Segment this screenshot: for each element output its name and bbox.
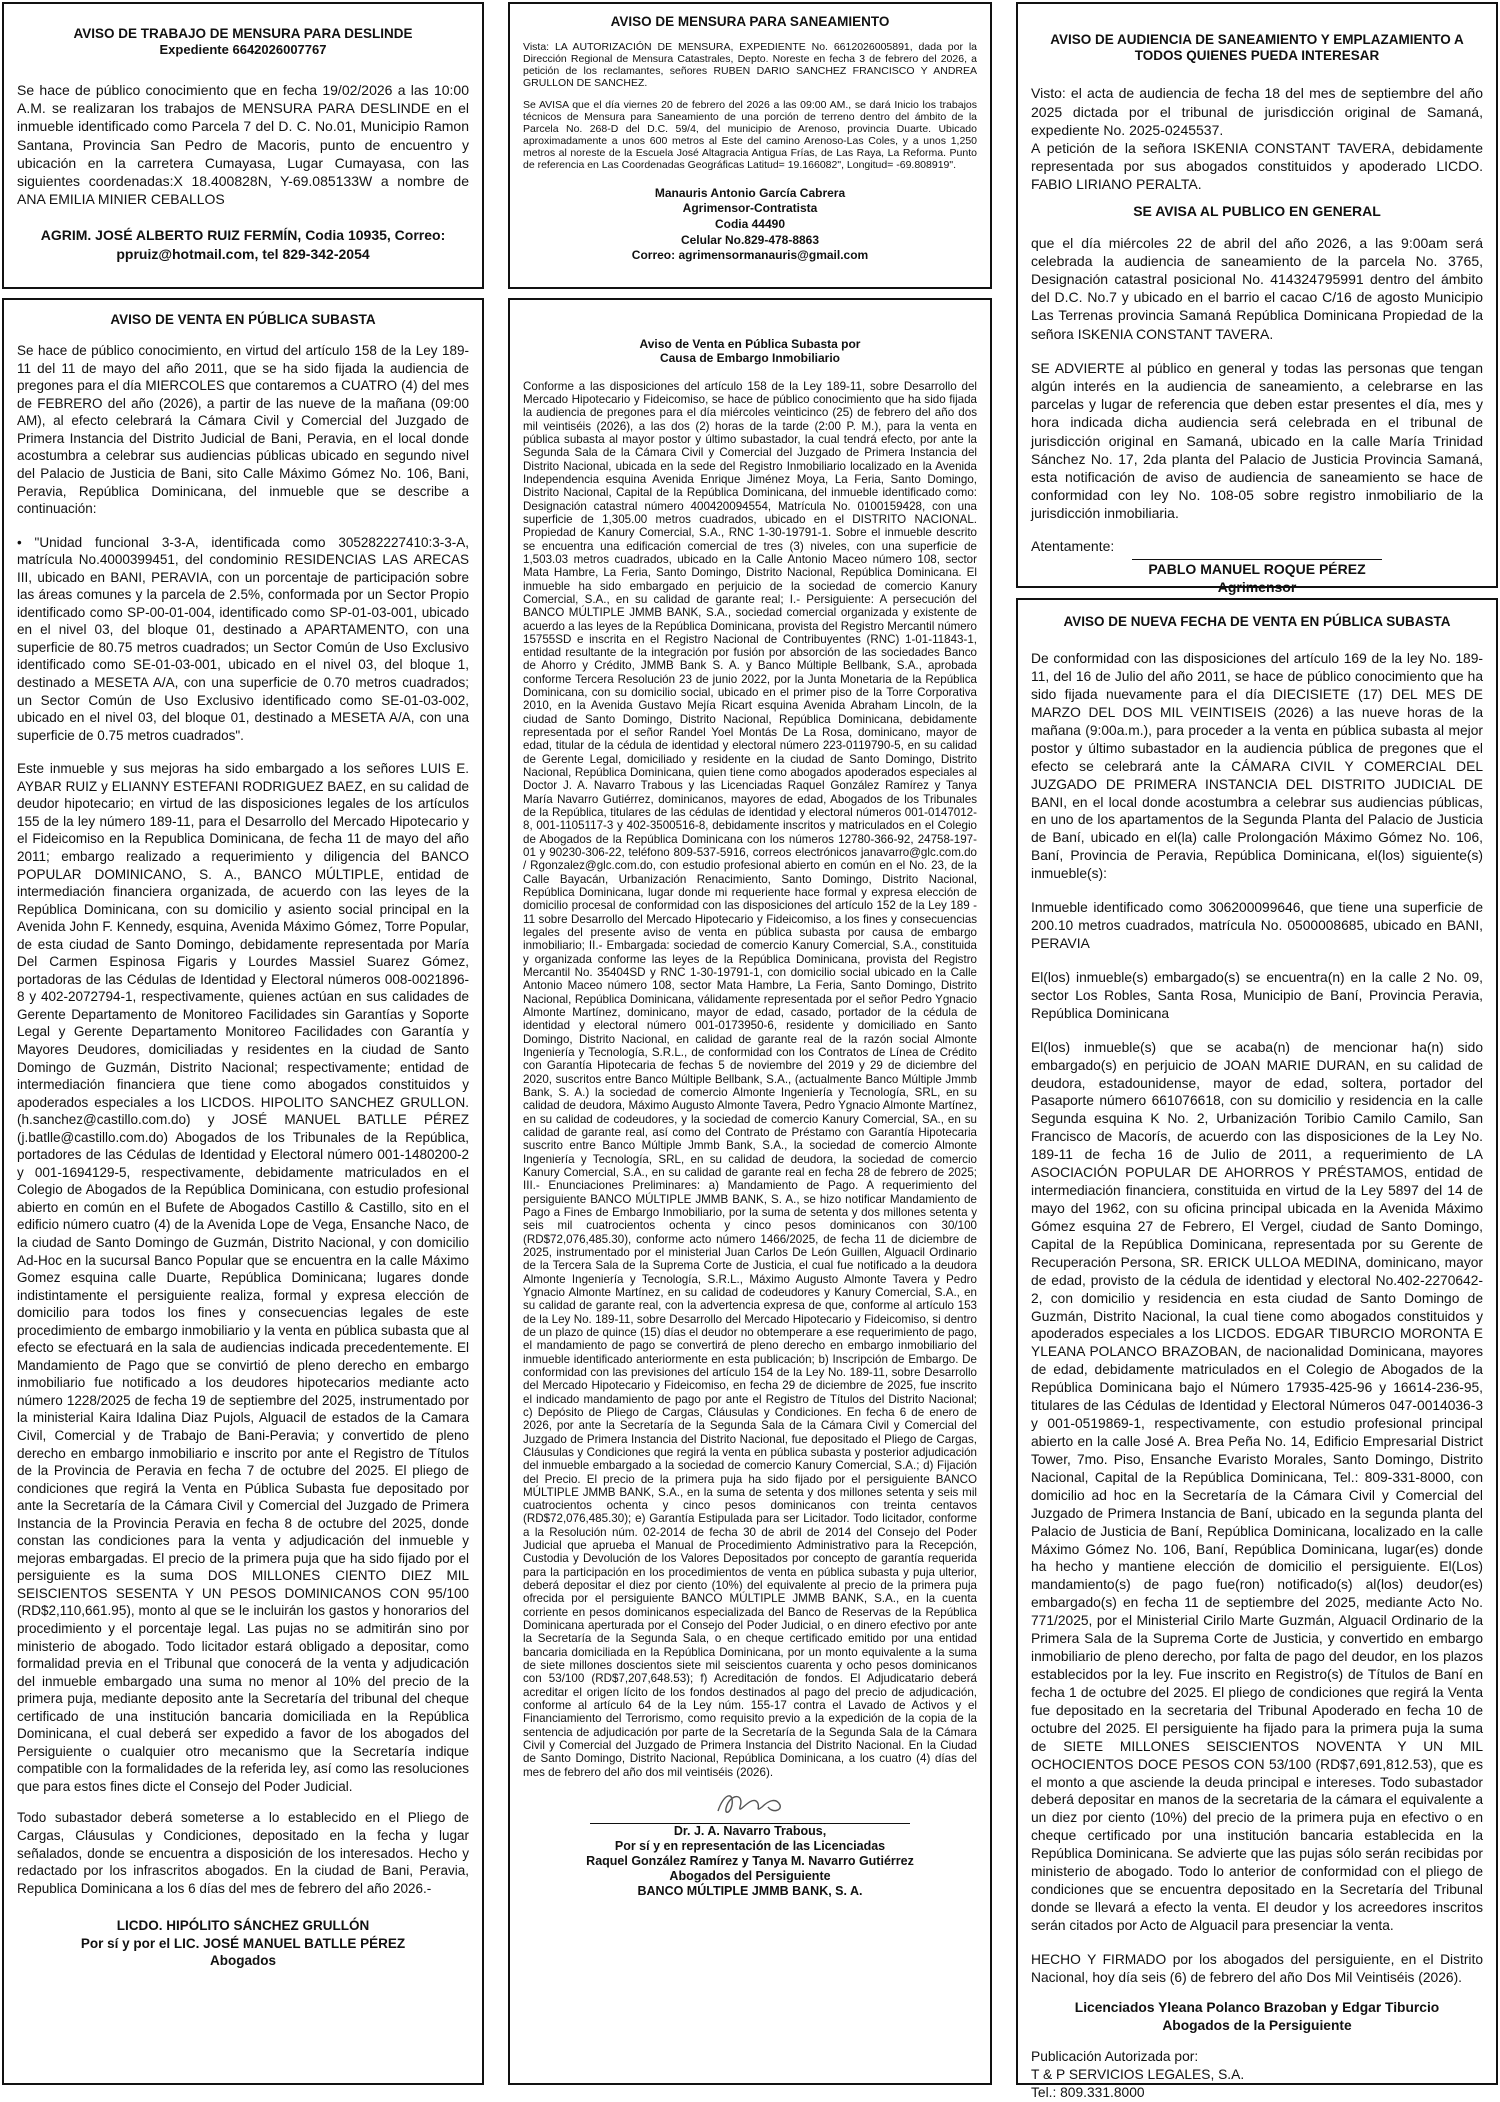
notice-paragraph: HECHO Y FIRMADO por los abogados del persiguiente, en el Distrito Nacional, hoy día seis (6) de febrero del año Dos Mil Veintiséis (2026).: [1031, 1951, 1483, 1985]
signer-name: PABLO MANUEL ROQUE PÉREZ: [1148, 560, 1366, 577]
signer-names: Licenciados Yleana Polanco Brazoban y Edgar Tiburcio: [1074, 1999, 1440, 2015]
section-heading: SE AVISA AL PUBLICO EN GENERAL: [1133, 202, 1381, 219]
notice-title: Aviso de Venta en Pública Subasta por: [639, 337, 861, 351]
notice-venta-subasta-bani: [2, 298, 484, 2085]
signer-name: LICDO. HIPÓLITO SÁNCHEZ GRULLÓN: [116, 1918, 370, 1934]
signer-name: Dr. J. A. Navarro Trabous,: [673, 1824, 827, 1839]
signature-line-1: AGRIM. JOSÉ ALBERTO RUIZ FERMÍN, Codia 10935, Correo:: [40, 227, 446, 244]
notice-paragraph: Visto: el acta de audiencia de fecha 18 del mes de septiembre del año 2025 dictada por el tribunal de jurisdicción original de Samaná, expediente No. 2025-0245537.: [1031, 85, 1483, 138]
signer-co-name: Por sí y por el LIC. JOSÉ MANUEL BATLLE PÉREZ: [80, 1935, 406, 1951]
notice-title: AVISO DE NUEVA FECHA DE VENTA EN PÚBLICA SUBASTA: [1063, 614, 1451, 629]
notice-mensura-saneamiento: [508, 2, 992, 289]
signer-codia: Codia 44490: [714, 217, 786, 232]
notice-subtitle: Expediente 6642026007767: [159, 42, 327, 58]
handwritten-signature: [710, 1785, 790, 1821]
signer-name: Manauris Antonio García Cabrera: [654, 185, 846, 200]
signature-line-2: ppruiz@hotmail.com, tel 829-342-2054: [116, 245, 370, 262]
publication-phone: Tel.: 809.331.8000: [1031, 2085, 1145, 2101]
notice-nueva-fecha-venta: [1016, 598, 1498, 2101]
signer-title: Abogados: [210, 1953, 276, 1969]
notice-paragraph: El(los) inmueble(s) que se acaba(n) de mencionar ha(n) sido embargado(s) en perjuicio de JOAN MARIE DURAN, en su calidad de deudora, estadounidense, mayor de edad, soltera, portador del Pasaporte número 661076618, con su domicilio y residencia en la calle Segunda esquina K No. 2, Urbanización Toribio Camilo Camilo, San Francisco de Macorís, de acuerdo con las disposiciones de la Ley No. 189-11 de fecha 16 de Julio de 2011, a requerimiento de LA ASOCIACIÓN POPULAR DE AHORROS Y PRÉSTAMOS, entidad de intermediación financiera, constituida en virtud de la Ley 5897 del 14 de mayo del 1962, con su oficina principal ubicada en la Avenida Máximo Gómez esquina 27 de Febrero, El Vergel, ciudad de Santo Domingo, Capital de la República Dominicana, representada por su Gerente de Recuperación Persona, SR. ERICK ULLOA MEDINA, dominicano, mayor de edad, provisto de la cédula de identidad y electoral No.402-2270642-2, con domicilio y residencia en esta ciudad de Santo Domingo de Guzmán, Distrito Nacional, la cual tiene como abogados constituidos y apoderados especiales a los LICDOS. EDGAR TIBURCIO MORONTA E YLEANA POLANCO BRAZOBAN, de nacionalidad Dominicana, mayores de edad, debidamente matriculados en el Colegio de Abogados de la República Dominicana bajo el Número 17935-425-96 y 16614-236-95, titulares de las Cédulas de Identidad y Electoral Números 047-0014036-3 y 001-0519869-1, respectivamente, con estudio profesional principal abierto en la calle José A. Brea Peña No. 14, Edificio Empresarial District Tower, 7mo. Piso, Ensanche Evaristo Morales, Santo Domingo, Distrito Nacional, Capital de la República Dominicana, Tel.: 809-331-8000, con domicilio ad hoc en la Secretaría de la Cámara Civil y Comercial del Juzgado de Primera Instancia de Baní, ubicado en la segunda planta del Palacio de Justicia de Baní, República Dominicana, localizado en la calle Máximo Gómez No. 106, Baní, República Dominicana, lugar(es) donde ha hecho y mantiene elección de domicilio el persiguiente. El(Los) mandamiento(s) de pago fue(ron) notificado(s) al(los) deudor(es) embargado(s) en fecha 11 de septiembre del 2025, mediante Acto No. 771/2025, por el Ministerial Cirilo Marte Guzmán, Alguacil Ordinario de la Primera Sala de la Suprema Corte de Justicia, y convertido en embargo inmobiliario de pleno derecho, por falta de pago del deudor, en los plazos establecidos por la ley. Fue inscrito en Registro(s) de Títulos de Baní en fecha 1 de octubre del 2025. El pliego de condiciones que regirá la Venta fue depositado en la secretaria del Tribunal Apoderado en fecha 10 de octubre del 2025. El persiguiente ha fijado para la primera puja la suma de SIETE MILLONES SEISCIENTOS NOVENTA Y UN MIL OCHOCIENTOS DOCE PESOS CON 53/100 (RD$7,691,812.53), que es el monto a que asciende la deuda principal e intereses. Todo subastador deberá depositar en manos de la secretaria de la cámara el equivalente a un diez por ciento (10%) del precio de la primera puja en efectivo o en cheque certificado por una institución bancaria establecida en la República Dominicana. Se advierte que las pujas sólo serán recibidas por ministerio de abogado. Todo lo anterior de conformidad con el pliego de condiciones que se encuentra depositado en la Secretaría del Tribunal donde se llevará a efecto la venta. El deudor y los acreedores inscritos serán citados por Acto de Alguacil para presenciar la venta.: [1031, 1039, 1483, 1933]
closing-text: Atentamente:: [1031, 537, 1115, 554]
notice-body: Se hace de público conocimiento que en fecha 19/02/2026 a las 10:00 A.M. se realizaran los trabajos de MENSURA PARA DESLINDE en el inmueble identificado como Parcela 7 del D. C. No.01, Municipio Ramon Santana, Provincia San Pedro de Macoris, punto de encuentro y ubicación en la carretera Cumayasa, Lugar Cumayasa, con las siguientes coordenadas:X 18.400828N, Y-69.085133W a nombre de ANA EMILIA MINIER CEBALLOS: [17, 82, 469, 208]
signer-representation: Por sí y en representación de las Licenciadas: [614, 1839, 886, 1854]
notice-paragraph: Este inmueble y sus mejoras ha sido embargado a los señores LUIS E. AYBAR RUIZ y ELIANNY ESTEFANI RODRIGUEZ BAEZ, en su calidad de deudor hipotecario; en virtud de las disposiciones legales de los artículos 155 de la ley número 189-11, para el Desarrollo del Mercado Hipotecario y el Fideicomiso en la Republica Dominicana, de fecha 11 de mayo del año 2011; embargo realizado a requerimiento y diligencia del BANCO POPULAR DOMINICANO, S. A., BANCO MÚLTIPLE, entidad de intermediación financiera organizada, de acuerdo con las leyes de la República Dominicana, con su domicilio y asiento social principal en la Avenida John F. Kennedy, esquina, Avenida Máximo Gómez, Torre Popular, de esta ciudad de Santo Domingo, debidamente representada por María Del Carmen Espinosa Figaris y Lourdes Massiel Suarez Gómez, portadoras de las Cédulas de Identidad y Electoral números 008-0021896-8 y 402-2072794-1, respectivamente, quienes actúan en sus calidades de Gerente Departamento de Monitoreo Facilidades sin Garantías y Soporte Legal y Gerente Departamento Monitoreo Facilidades con Garantía y Mayores Deudores, domiciliadas y residentes en la ciudad de Santo Domingo de Guzmán, Distrito Nacional; respectivamente; entidad de intermediación financiera que tiene como abogados constituidos y apoderados especiales a los LICDOS. HIPOLITO SANCHEZ GRULLON. (h.sanchez@castillo.com.do) y JOSÉ MANUEL BATLLE PÉREZ (j.batlle@castillo.com.do) Abogados de los Tribunales de la República, portadores de las Cédulas de Identidad y Electoral número 001-1480200-2 y 001-1694129-5, respectivamente, debidamente matriculados en el Colegio de Abogados de la República Dominicana, con estudio profesional abierto en común en el Bufete de Abogados Castillo & Castillo, sito en el edificio número cuatro (4) de la Avenida Lope de Vega, Ensanche Naco, de la ciudad de Santo Domingo de Guzmán, Distrito Nacional, y con domicilio Ad-Hoc en la sucursal Banco Popular que se encuentra en la calle Máximo Gomez esquina calle Duarte, República Dominicana; lugares donde indistintamente el persiguiente realiza, formal y expresa elección de domicilio para todos los fines y consecuencias legales de este procedimiento de embargo inmobiliario y la venta en pública subasta que al efecto se efectuará en la sala de audiencias indicada precedentemente. El Mandamiento de Pago que se convirtió de pleno derecho en embargo inmobiliario fue notificado a los deudores hipotecarios mediante acto número 1228/2025 de fecha 19 de septiembre del 2025, instrumentado por la ministerial Kaira Idalina Diaz Pujols, Alguacil de estados de la Camara Civil, Comercial y de Trabajo de Bani-Peravia; y convertido de pleno derecho en embargo inmobiliario e inscrito por ante el Registro de Títulos de la Provincia de Peravia en fecha 7 de octubre del 2025. El pliego de condiciones que regirá la Venta en Pública Subasta fue depositado por ante la Secretaría de la Cámara Civil y Comercial del Juzgado de Primera Instancia de la Provincia Peravia en fecha 8 de octubre del 2025, donde constan las condiciones para la venta y adjudicación del inmueble y mejoras embargadas. El precio de la primera puja que ha sido fijado por el persiguiente es la suma DOS MILLONES CIENTO DIEZ MIL SEISCIENTOS SESENTA Y UN PESOS DOMINICANOS CON 95/100 (RD$2,110,661.95), monto al que se le incluirán los gastos y honorarios del procedimiento y el porcentaje legal. Las pujas no se admitirán sino por ministerio de abogado. Todo licitador estará obligado a depositar, como formalidad previa en el Tribunal que conocerá de la venta y adjudicación del inmueble embargado una suma no menor al 10% del precio de la primera puja, mediante deposito ante la Secretaría del tribunal del cheque certificado de una institución bancaria domiciliada en la República Dominicana, el cual deberá ser expedido a favor de los abogados del Persiguiente o cualquier otro mecanismo que la Secretaría indique compatible con la formalidades de la referida ley, así como las resoluciones que para estos fines dicte el Consejo del Poder Judicial.: [17, 761, 469, 1794]
property-description: Inmueble identificado como 306200099646, que tiene una superficie de 200.10 metros cuadrados, matrícula No. 0500008685, ubicado en BANI, PERAVIA: [1031, 900, 1483, 952]
signer-phone: Celular No.829-478-8863: [680, 232, 820, 247]
notice-title: AVISO DE VENTA EN PÚBLICA SUBASTA: [110, 312, 376, 327]
notice-paragraph: A petición de la señora ISKENIA CONSTANT TAVERA, debidamente representada por sus abogados constituidos y apoderado LICDO. FABIO LIRIANO PERALTA.: [1031, 139, 1483, 193]
property-description: • "Unidad funcional 3-3-A, identificada como 305282227410:3-3-A, matrícula No.4000399451, del condominio RESIDENCIAS LAS ARECAS III, ubicado en BANI, PERAVIA, con un porcentaje de participación sobre las áreas comunes y la parcela de 2.5%, conformada por un Sector Propio identificado como SP-00-01-004, identificado como SP-01-03-001, ubicado en el nivel 03, del bloque 01, destinado a APARTAMENTO, con una superficie de 80.75 metros cuadrados; un Sector Común de Uso Exclusivo identificado como SE-01-03-001, ubicado en el nivel 03, del bloque 1, destinado a MESETA A/A, con una superficie de 0.70 metros cuadrados; un Sector Común de Uso Exclusivo identificado como SE-01-03-002, ubicado en el nivel 03, del bloque 01, destinado a MESETA A/A, con una superficie de 0.75 metros cuadrados".: [17, 534, 469, 743]
notice-title: AVISO DE AUDIENCIA DE SANEAMIENTO Y EMPLAZAMIENTO A TODOS QUIENES PUEDA INTERESAR: [1050, 32, 1464, 64]
notice-title: AVISO DE MENSURA PARA SANEAMIENTO: [610, 14, 890, 29]
property-location: El(los) inmueble(s) embargado(s) se encuentra(n) en la calle 2 No. 09, sector Los Robles, Santa Rosa, Municipio de Baní, Provincia Peravia, República Dominicana: [1031, 969, 1483, 1021]
signer-title: Agrimensor-Contratista: [682, 201, 818, 216]
notice-paragraph: Se AVISA que el día viernes 20 de febrero del 2026 a las 09:00 AM., se dará Inicio los trabajos técnicos de Mensura para Saneamiento de una porción de terreno dentro del ámbito de la Parcela No. 268-D del D.C. 59/4, del municipio de Arenoso, provincia Duarte. Ubicado aproximadamente a unos 600 metros al Este del camino Arenoso-Las Coles, y a unos 1,250 metros al noreste de la Escuela José Altagracia Antigua Frías, de Las Raya, La Reforma. Punto de referencia en Las Coordenadas Geográficas Latitud= 19.166082", Longitud= -69.808919".: [523, 99, 977, 171]
signer-co-names: Raquel González Ramírez y Tanya M. Navarro Gutiérrez: [586, 1854, 914, 1869]
notice-paragraph: Todo subastador deberá someterse a lo establecido en el Pliego de Cargas, Cláusulas y Condiciones, depositado en la fecha y lugar señalados, donde se encuentra a disposición de los interesados. Hecho y redactado por los infrascritos abogados. En la ciudad de Bani, Peravia, Republica Dominicana a los 6 días del mes de febrero del año 2026.-: [17, 1810, 469, 1896]
notice-paragraph: Vista: LA AUTORIZACIÓN DE MENSURA, EXPEDIENTE No. 6612026005891, dada por la Dirección Regional de Mensura Catastrales, Depto. Noreste en fecha 3 de febrero del 2026, a petición de los reclamantes, señores RUBEN DARIO SANCHEZ FRANCISCO Y ANDREA GRULLON DE SANCHEZ.: [523, 41, 977, 90]
notice-title: AVISO DE TRABAJO DE MENSURA PARA DESLINDE: [73, 26, 413, 41]
notice-venta-embargo-inmobiliario: [508, 298, 992, 2085]
notice-paragraph: SE ADVIERTE al público en general y todas las personas que tengan algún interés en la audiencia de saneamiento, a celebrarse en las parcelas y lugar de referencia que deben estar presentes el día, mes y hora indicada dicha audiencia será celebrada en el tribunal de jurisdicción original en Samaná, ubicado en la calle María Trinidad Sánchez No. 17, 2da planta del Palacio de Justicia Provincia Samaná, esta notificación de aviso de audiencia de saneamiento se hace de conformidad con ley No. 108-05 sobre registro inmobiliario de la jurisdicción inmobiliaria.: [1031, 359, 1483, 522]
notice-body: Conforme a las disposiciones del artículo 158 de la Ley 189-11, sobre Desarrollo del Mercado Hipotecario y Fideicomiso, se hace de público conocimiento que ha sido fijada la audiencia de pregones para el día miércoles veinticinco (25) de febrero del año dos mil veintiséis (2026), a las dos (2) horas de la tarde (2:00 P. M.), para la venta en pública subasta al mayor postor y último subastador, la cual tendrá efecto, por ante la Segunda Sala de la Cámara Civil y Comercial del Juzgado de Primera Instancia del Distrito Nacional, ubicada en la sede del Registro Inmobiliario localizado en la Avenida Independencia esquina Avenida Enrique Jiménez Moya, La Feria, Santo Domingo, Distrito Nacional, Capital de la República Dominicana, del inmueble identificado como: Designación catastral número 400420094554, Matrícula No. 0100159428, con una superficie de 1,305.00 metros cuadrados, ubicado en el DISTRITO NACIONAL. Propiedad de Kanury Comercial, S.A., RNC 1-30-19791-1. Sobre el inmueble descrito se encuentra una edificación comercial de tres (3) niveles, con una superficie de 1,503.03 metros cuadrados, ubicado en la Calle Antonio Maceo número 108, sector Mata Hambre, La Feria, Santo Domingo, Distrito Nacional, República Dominicana. El inmueble ha sido embargado en perjuicio de la sociedad de comercio Kanury Comercial, S.A., en su calidad de garante real; I.- Persiguiente: A persecución del BANCO MÚLTIPLE JMMB BANK, S.A., sociedad comercial organizada y existente de acuerdo a las leyes de la República Dominicana, provista del Registro Mercantil número 15755SD e inscrita en el Registro Nacional de Contribuyentes (RNC) 1-01-11843-1, entidad resultante de la integración por fusión por absorción de las sociedades Banco de Ahorro y Crédito, JMMB Bank S. A. y Banco Múltiple Bellbank, S.A., aprobada conforme Tercera Resolución 23 de junio 2022, por la Junta Monetaria de la República Dominicana, con su domicilio social, ubicado en el primer piso de la Torre Corporativa 2010, en la Avenida Gustavo Mejía Ricart esquina Avenida Abraham Lincoln, de la ciudad de Santo Domingo, Distrito Nacional, República Dominicana, debidamente representada por el señor Randel Yoel Montás De La Rosa, dominicano, mayor de edad, titular de la cédula de identidad y electoral número 223-0119790-5, en su calidad de Gerente Legal, domiciliado y residente en la ciudad de Santo Domingo, Distrito Nacional, República Dominicana, quien tiene como abogados apoderados especiales al Doctor J. A. Navarro Trabous y las Licenciadas Raquel González Ramírez y Tanya María Navarro Gutiérrez, dominicanos, mayores de edad, Abogados de los Tribunales de la República, titulares de las cédulas de identidad y electoral números 001-0147012-8, 001-1105117-3 y 402-3500516-8, debidamente inscritos y matriculados en el Colegio de Abogados de la República Dominicana con los números 12780-366-92, 24758-197-01 y 90230-306-22, teléfono 809-537-5916, correos electrónicos janavarro@glc.com.do / Rgonzalez@glc.com.do, con estudio profesional abierto en común en el No. 23, de la Calle Bayacán, Urbanización Renacimiento, Santo Domingo, Distrito Nacional, República Dominicana, lugar donde mi requeriente hace formal y expresa elección de domicilio procesal de conformidad con las disposiciones del artículo 152 de la Ley 189 - 11 sobre Desarrollo del Mercado Hipotecario y Fideicomiso, a los fines y consecuencias legales del presente aviso de venta en pública subasta por causa de embargo inmobiliario; II.- Embargada: sociedad de comercio Kanury Comercial, S.A., constituida y organizada conforme las leyes de la República Dominicana, provista del Registro Mercantil No. 35404SD y RNC 1-30-19791-1, con domicilio social ubicado en la Calle Antonio Maceo número 108, sector Mata Hambre, La Feria, Santo Domingo, Distrito Nacional, República Dominicana, válidamente representada por el señor Pedro Ygnacio Almonte Martínez, dominicano, mayor de edad, casado, portador de la cédula de identidad y electoral número 001-0173950-6, residente y domiciliado en Santo Domingo, Distrito Nacional, en calidad de garante real de la razón social Almonte Ingeniería y Tecnología, S.R.L., de conformidad con los Contratos de Línea de Crédito con Garantía Hipotecaria de fechas 5 de noviembre del 2019 y 29 de diciembre del 2020, suscritos entre Banco Múltiple Bellbank, S.A., (actualmente Banco Múltiple Jmmb Bank, S. A.) la sociedad de comercio Almonte Ingeniería y Tecnología, SRL, en su calidad de deudora, Máximo Augusto Almonte Tavera, Pedro Ygnacio Almonte Martínez, en su calidad de codeudores, y la sociedad de comercio Kanury Comercial, SA., en su calidad de garante real, así como del Contrato de Préstamo con Garantía Hipotecaria suscrito entre Banco Múltiple Jmmb Bank, S.A., la sociedad de comercio Almonte Ingeniería y Tecnología, SRL, en su calidad de deudora, la sociedad de comercio Kanury Comercial, S.A., en su calidad de garante real en fecha 28 de febrero de 2025; III.- Enunciaciones Preliminares: a) Mandamiento de Pago. A requerimiento del persiguiente BANCO MÚLTIPLE JMMB BANK, S. A., se hizo notificar Mandamiento de Pago a Fines de Embargo Inmobiliario, por la suma de setenta y dos millones setenta y seis mil cuatrocientos ochenta y cinco pesos dominicanos con 30/100 (RD$72,076,485.30), conforme acto número 1466/2025, de fecha 11 de diciembre de 2025, instrumentado por el ministerial Juan Carlos De León Guillen, Alguacil Ordinario de la Tercera Sala de la Suprema Corte de Justicia, el cual fue notificado a la deudora Almonte Ingeniería y Tecnología, S.R.L., Máximo Augusto Almonte Tavera y Pedro Ygnacio Almonte Martínez, en su calidad de codeudores y Kanury Comercial, S.A., en su calidad de garante real, con la advertencia expresa de que, conforme al artículo 153 de la Ley No. 189-11, sobre Desarrollo del Mercado Hipotecario y Fideicomiso, si dentro de un plazo de quince (15) días el deudor no obtemperare a ese requerimiento de pago, el mandamiento de pago se convertirá de pleno derecho en embargo inmobiliario del inmueble identificado anteriormente en esta publicación; b) Inscripción de Embargo. De conformidad con las previsiones del artículo 154 de la Ley No. 189-11, sobre Desarrollo del Mercado Hipotecario y Fideicomiso, en fecha 29 de diciembre de 2025, fue inscrito el indicado mandamiento de pago por ante el Registro de Títulos del Distrito Nacional; c) Depósito de Pliego de Cargas, Cláusulas y Condiciones. En fecha 6 de enero de 2026, por ante la Secretaría de la Segunda Sala de la Cámara Civil y Comercial del Juzgado de Primera Instancia del Distrito Nacional, fue depositado el Pliego de Cargas, Cláusulas y Condiciones que regirá la venta en pública subasta y posterior adjudicación del inmueble embargado a la sociedad de comercio Kanury Comercial, S.A.; d) Fijación del Precio. El precio de la primera puja ha sido fijado por el persiguiente BANCO MÚLTIPLE JMMB BANK, S.A., en la suma de setenta y dos millones setenta y seis mil cuatrocientos ochenta y cinco pesos dominicanos con treinta centavos (RD$72,076,485.30); e) Garantía Estipulada para ser Licitador. Todo licitador, conforme a la Resolución núm. 02-2014 de fecha 30 de abril de 2014 del Consejo del Poder Judicial que aprueba el Manual de Procedimiento Administrativo para la Recepción, Custodia y Devolución de los Valores Depositados por concepto de garantía requerida para la participación en los procedimientos de venta en pública subasta y puja ulterior, deberá depositar el diez por ciento (10%) del equivalente al precio de la primera puja ofrecida por el persiguiente BANCO MÚLTIPLE JMMB BANK, S.A., en la cuenta corriente en pesos dominicanos especializada del Banco de Reservas de la República Dominicana aperturada por el Consejo del Poder Judicial, o en dinero efectivo por ante la Secretaría de la Segunda Sala, o en cheque certificado emitido por una entidad bancaria domiciliada en la República Dominicana, por un monto equivalente a la suma de siete millones doscientos siete mil seiscientos cuarenta y ocho pesos dominicanos con 53/100 (RD$7,207,648.53); f) Acreditación de fondos. El Adjudicatario deberá acreditar el origen lícito de los fondos destinados al pago del precio de adjudicación, conforme al artículo 64 de la Ley núm. 155-17 contra el Lavado de Activos y el Financiamiento del Terrorismo, como requisito previo a la expedición de la copia de la sentencia de adjudicación por parte de la Secretaría de la Segunda Sala de la Cámara Civil y Comercial del Juzgado de Primera Instancia del Distrito Nacional. En la Ciudad de Santo Domingo, Distrito Nacional, República Dominicana, a los cuatro (4) días del mes de febrero del año dos mil veintiséis (2026).: [523, 379, 977, 1779]
signer-client: BANCO MÚLTIPLE JMMB BANK, S. A.: [637, 1884, 863, 1899]
notice-mensura-deslinde: [2, 2, 484, 289]
notice-paragraph: que el día miércoles 22 de abril del año 2026, a las 9:00am será celebrada la audiencia de saneamiento de la parcela No. 3765, Designación catastral posicional No. 414324795991 dentro del ámbito del D.C. No.7 y ubicado en el barrio el cacao C/16 de agosto Municipio Las Terrenas provincia Samaná República Dominicana Propiedad de la señora ISKENIA CONSTANT TAVERA.: [1031, 234, 1483, 342]
signer-title: Agrimensor: [1217, 578, 1297, 595]
notice-paragraph: Se hace de público conocimiento, en virtud del artículo 158 de la Ley 189-11 del 11 de mayo del año 2011, que se ha sido fijada la audiencia de pregones para el día MIERCOLES que contaremos a CUATRO (4) del mes de FEBRERO del año (2026), a partir de las nueve de la mañana (09:00 AM), al efecto celebrará la Cámara Civil y Comercial del Juzgado de Primera Instancia del Distrito Judicial de Bani, Peravia, en el local donde acostumbra a celebrar sus audiencias públicas ubicado en segundo nivel del Palacio de Justicia de Bani, sito Calle Máximo Gómez No. 106, Bani, Peravia, República Dominicana, del inmueble que se describe a continuación:: [17, 343, 469, 517]
notice-paragraph: De conformidad con las disposiciones del artículo 169 de la ley No. 189-11, del 16 de Julio del año 2011, se hace de público conocimiento que ha sido fijada nuevamente para el día DIECISIETE (17) DEL MES DE MARZO DEL DOS MIL VEINTISEIS (2026) a las nueve horas de la mañana (9:00a.m.), para proceder a la venta en pública subasta al mejor postor y último subastador en la audiencia pública de pregones que el efecto se celebrará ante la CÁMARA CIVIL Y COMERCIAL DEL JUZGADO DE PRIMERA INSTANCIA DEL DISTRITO JUDICIAL DE BANI, en el local donde acostumbra a celebrar sus audiencias públicas, en uno de los apartamentos de la Segunda Planta del Palacio de Justicia de Baní, ubicado en el(la) calle Prolongación Máximo Gómez No. 106, Baní, Provincia de Peravia, República Dominicana, el(los) siguiente(s) inmueble(s):: [1031, 651, 1483, 882]
publication-authorized-label: Publicación Autorizada por:: [1031, 2049, 1199, 2065]
publication-company: T & P SERVICIOS LEGALES, S.A.: [1031, 2067, 1245, 2083]
notice-subtitle: Causa de Embargo Inmobiliario: [659, 350, 841, 365]
signer-email: Correo: agrimensormanauris@gmail.com: [631, 248, 869, 263]
notice-audiencia-saneamiento: [1016, 2, 1498, 595]
signer-title: Abogados del Persiguiente: [669, 1869, 831, 1884]
signer-title: Abogados de la Persiguiente: [1162, 2017, 1352, 2033]
